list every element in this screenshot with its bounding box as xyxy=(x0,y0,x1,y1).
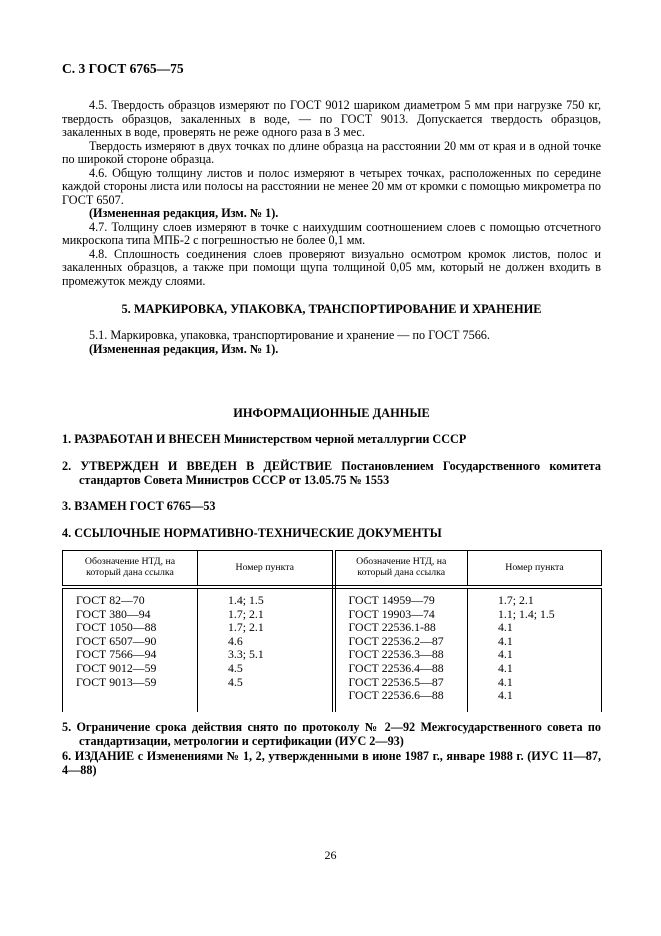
point-cell: 4.1 xyxy=(498,689,513,703)
table-row xyxy=(63,635,602,649)
header-point-right: Номер пункта xyxy=(468,550,602,587)
table-row xyxy=(63,608,602,622)
section-5-heading: 5. МАРКИРОВКА, УПАКОВКА, ТРАНСПОРТИРОВАНИЕ И ХРАНЕНИЕ xyxy=(121,302,542,316)
point-cell: 1.7; 2.1 xyxy=(198,621,334,635)
paragraph-hardness-points: Твердость измеряют в двух точках по длине образца на расстоянии 20 мм от края и в одной точке по широкой стороне образца. xyxy=(62,138,601,166)
info-data-section xyxy=(62,433,601,778)
amended-note-1: (Измененная редакция, Изм. № 1). xyxy=(89,206,279,220)
doc-cell: ГОСТ 380—94 xyxy=(63,608,198,622)
table-row xyxy=(63,689,602,703)
info-data-heading: ИНФОРМАЦИОННЫЕ ДАННЫЕ xyxy=(233,406,430,420)
table-header-row xyxy=(63,550,602,587)
doc-cell: ГОСТ 9012—59 xyxy=(63,662,198,676)
table-row xyxy=(63,662,602,676)
point-cell: 4.1 xyxy=(498,634,513,648)
doc-cell xyxy=(63,689,198,703)
doc-cell: ГОСТ 22536.2—87 xyxy=(334,635,468,649)
point-cell: 4.5 xyxy=(198,676,334,690)
paragraph-5-1: 5.1. Маркировка, упаковка, транспортирование и хранение — по ГОСТ 7566. xyxy=(89,328,490,342)
doc-cell: ГОСТ 14959—79 xyxy=(334,587,468,608)
point-cell xyxy=(198,689,334,703)
doc-cell: ГОСТ 22536.6—88 xyxy=(334,689,468,703)
doc-cell: ГОСТ 9013—59 xyxy=(63,676,198,690)
doc-cell: ГОСТ 82—70 xyxy=(63,587,198,608)
running-header: С. 3 ГОСТ 6765—75 xyxy=(62,61,184,76)
page-number: 26 xyxy=(324,848,337,862)
doc-cell: ГОСТ 6507—90 xyxy=(63,635,198,649)
doc-cell: ГОСТ 22536.5—87 xyxy=(334,676,468,690)
point-cell: 1.7; 2.1 xyxy=(498,592,534,607)
paragraph-4-8: 4.8. Сплошность соединения слоев проверяют визуально осмотром кромок листов, полос и закаленных образцов, а также при помощи щупа толщиной 0,05 мм, который не должен входить в промежуток между слоями. xyxy=(62,246,601,288)
point-cell: 4.1 xyxy=(498,675,513,689)
header-doc-left: Обозначение НТД, на который дана ссылка xyxy=(63,550,198,587)
info-item-3: 3. ВЗАМЕН ГОСТ 6765—53 xyxy=(62,499,216,514)
point-cell: 4.1 xyxy=(498,621,513,635)
doc-cell: ГОСТ 22536.1-88 xyxy=(334,621,468,635)
amended-note-2: (Измененная редакция, Изм. № 1). xyxy=(89,341,279,356)
doc-cell: ГОСТ 22536.3—88 xyxy=(334,648,468,662)
paragraph-4-7: 4.7. Толщину слоев измеряют в точке с наихудшим соотношением слоев с помощью отсчетного микроскопа типа МПБ-2 с погрешностью не более 0,1 мм. xyxy=(62,219,601,247)
point-cell: 3.3; 5.1 xyxy=(198,648,334,662)
info-item-5: 5. Ограничение срока действия снято по протоколу № 2—92 Межгосударственного совета по стандартизации, метрологии и сертификации (ИУС 2—93) xyxy=(62,719,601,748)
paragraph-4-6: 4.6. Общую толщину листов и полос измеряют в четырех точках, расположенных по середине каждой стороны листа или полосы на расстоянии не менее 20 мм от кромки с помощью микрометра по ГОСТ 6507. xyxy=(62,165,601,207)
doc-cell: ГОСТ 7566—94 xyxy=(63,648,198,662)
table-row xyxy=(63,587,602,608)
point-cell: 4.1 xyxy=(498,661,513,675)
table-spacer-row xyxy=(63,703,602,712)
point-cell: 4.6 xyxy=(198,635,334,649)
doc-cell: ГОСТ 19903—74 xyxy=(334,608,468,622)
point-cell: 4.5 xyxy=(198,662,334,676)
table-row xyxy=(63,621,602,635)
paragraph-4-5: 4.5. Твердость образцов измеряют по ГОСТ 9012 шариком диаметром 5 мм при нагрузке 750 кг, твердость образцов, закаленных в воде, — по ГОСТ 9013. Допускается твердость образцов, закаленных в воде, проверять не реже одного раза в 3 мес. xyxy=(62,98,601,139)
point-cell: 1.7; 2.1 xyxy=(198,608,334,622)
point-cell: 1.1; 1.4; 1.5 xyxy=(498,607,555,621)
header-point-left: Номер пункта xyxy=(198,550,334,587)
info-item-6: 6. ИЗДАНИЕ с Изменениями № 1, 2, утвержденными в июне 1987 г., январе 1988 г. (ИУС 11—87, 4—88) xyxy=(62,749,601,778)
info-item-2: 2. УТВЕРЖДЕН И ВВЕДЕН В ДЕЙСТВИЕ Постановлением Государственного комитета стандартов Совета Министров СССР от 13.05.75 № 1553 xyxy=(62,458,601,487)
doc-cell: ГОСТ 22536.4—88 xyxy=(334,662,468,676)
point-cell: 4.1 xyxy=(498,648,513,662)
table-row xyxy=(63,676,602,690)
point-cell: 1.4; 1.5 xyxy=(198,587,334,608)
doc-cell: ГОСТ 1050—88 xyxy=(63,621,198,635)
table-row xyxy=(63,648,602,662)
info-item-4: 4. ССЫЛОЧНЫЕ НОРМАТИВНО-ТЕХНИЧЕСКИЕ ДОКУМЕНТЫ xyxy=(62,526,442,541)
references-table xyxy=(62,550,602,712)
info-item-1: 1. РАЗРАБОТАН И ВНЕСЕН Министерством черной металлургии СССР xyxy=(62,432,467,446)
header-doc-right: Обозначение НТД, на который дана ссылка xyxy=(334,550,468,587)
